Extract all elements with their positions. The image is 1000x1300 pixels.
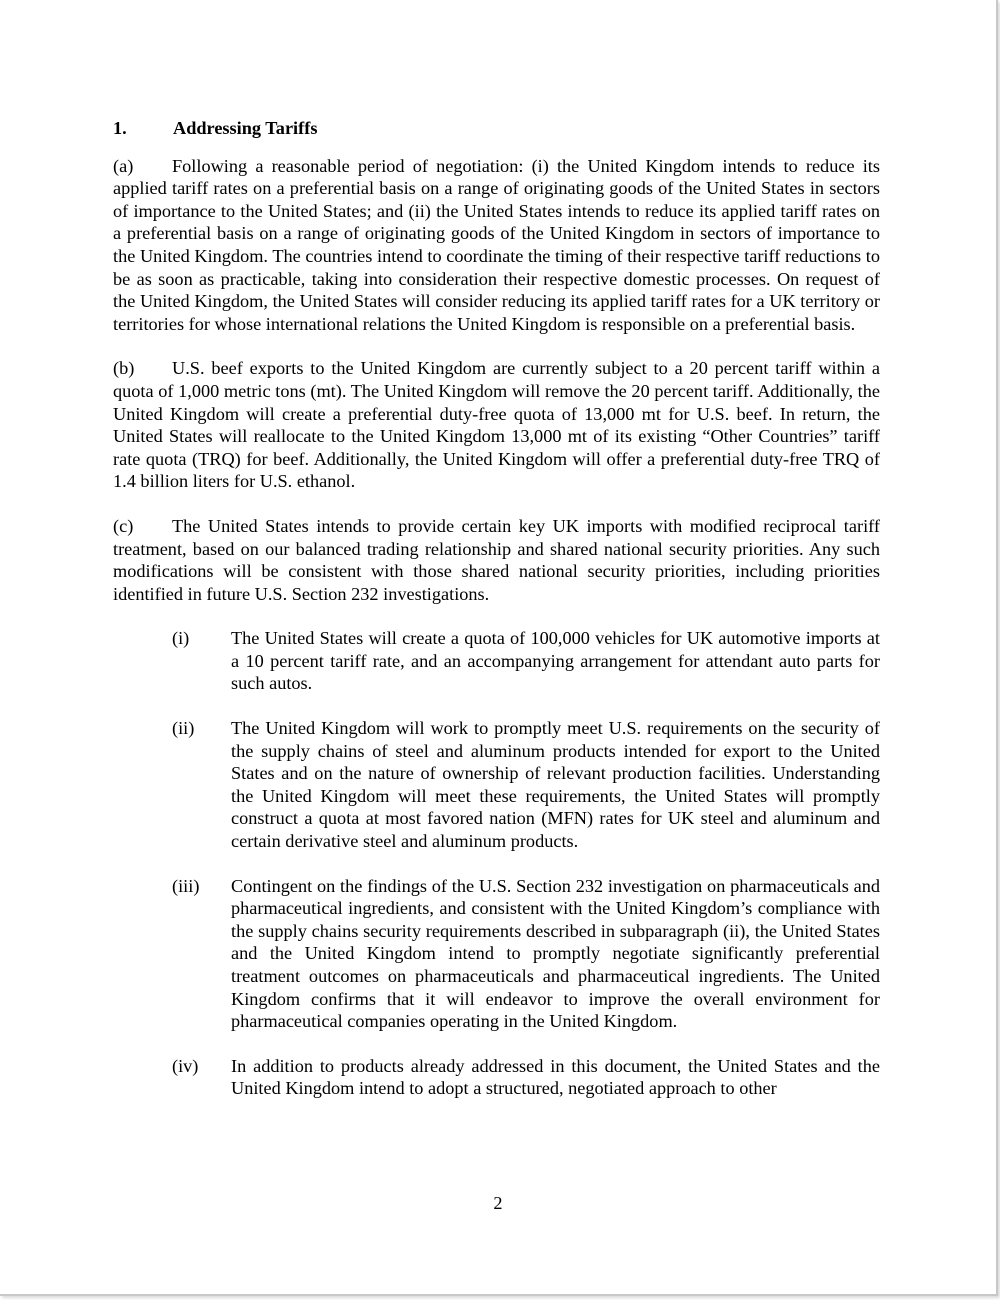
subparagraph-iii (113, 875, 880, 1033)
paragraph-label: (a) (113, 155, 134, 176)
subparagraph-text: The United Kingdom will work to promptly meet U.S. requirements on the security of the supply chains of steel and aluminum products intended for export to the United States and on the nature of ownership of relevant production facilities. Understanding the United Kingdom will meet these requirements, the United States will promptly construct a quota at most favored nation (MFN) rates for UK steel and aluminum and certain derivative steel and aluminum products. (231, 718, 880, 852)
subparagraph-text: In addition to products already addressed in this document, the United States and the United Kingdom intend to adopt a structured, negotiated approach to other (231, 1055, 880, 1099)
subparagraph-label: (ii) (172, 718, 195, 739)
paragraph-label: (b) (113, 358, 135, 379)
subparagraph-text: Contingent on the findings of the U.S. Section 232 investigation on pharmaceuticals and pharmaceutical ingredients, and consistent with the United Kingdom’s compliance with the supply chains security requirements described in subparagraph (ii), the United States and the United Kingdom intend to promptly negotiate significantly preferential treatment outcomes on pharmaceuticals and pharmaceutical ingredients. The United Kingdom confirms that it will endeavor to improve the overall environment for pharmaceutical companies operating in the United Kingdom. (231, 875, 880, 1032)
subparagraph-i (113, 627, 880, 695)
section-number: 1. (113, 118, 127, 138)
subparagraph-label: (iii) (172, 875, 200, 896)
subparagraph-label: (iv) (172, 1055, 199, 1076)
paragraph-text: The United States intends to provide certain key UK imports with modified reciprocal tariff treatment, based on our balanced trading relationship and shared national security priorities. Any such modifications will be consistent with those shared national security priorities, including priorities identified in future U.S. Section 232 investigations. (113, 515, 880, 604)
paragraph-c (113, 515, 880, 605)
section-heading (113, 117, 880, 140)
subparagraph-ii (113, 717, 880, 853)
paragraph-a (113, 155, 880, 336)
subparagraph-text: The United States will create a quota of 100,000 vehicles for UK automotive imports at a 10 percent tariff rate, and an accompanying arrangement for attendant auto parts for such autos. (231, 628, 880, 694)
paragraph-text: Following a reasonable period of negotiation: (i) the United Kingdom intends to reduce its applied tariff rates on a preferential basis on a range of originating goods of the United States in sectors of importance to the United States; and (ii) the United States intends to reduce its applied tariff rates on a preferential basis on a range of originating goods of the United Kingdom in sectors of importance to the United Kingdom. The countries intend to coordinate the timing of their respective tariff reductions to be as soon as practicable, taking into consideration their respective domestic processes. On request of the United Kingdom, the United States will consider reducing its applied tariff rates for a UK territory or territories for whose international relations the United Kingdom is responsible on a preferential basis. (113, 155, 880, 334)
subparagraph-label: (i) (172, 628, 190, 649)
paragraph-b (113, 357, 880, 493)
section-title: Addressing Tariffs (173, 118, 318, 138)
subparagraph-iv (113, 1055, 880, 1100)
paragraph-label: (c) (113, 515, 134, 536)
paragraph-text: U.S. beef exports to the United Kingdom are currently subject to a 20 percent tariff within a quota of 1,000 metric tons (mt). The United Kingdom will remove the 20 percent tariff. Additionally, the United Kingdom will create a preferential duty-free quota of 13,000 mt for U.S. beef. In return, the United States will reallocate to the United Kingdom 13,000 mt of its existing “Other Countries” tariff rate quota (TRQ) for beef. Additionally, the United Kingdom will offer a preferential duty-free TRQ of 1.4 billion liters for U.S. ethanol. (113, 358, 880, 492)
document-body (113, 117, 880, 1122)
page-number: 2 (493, 1193, 503, 1213)
